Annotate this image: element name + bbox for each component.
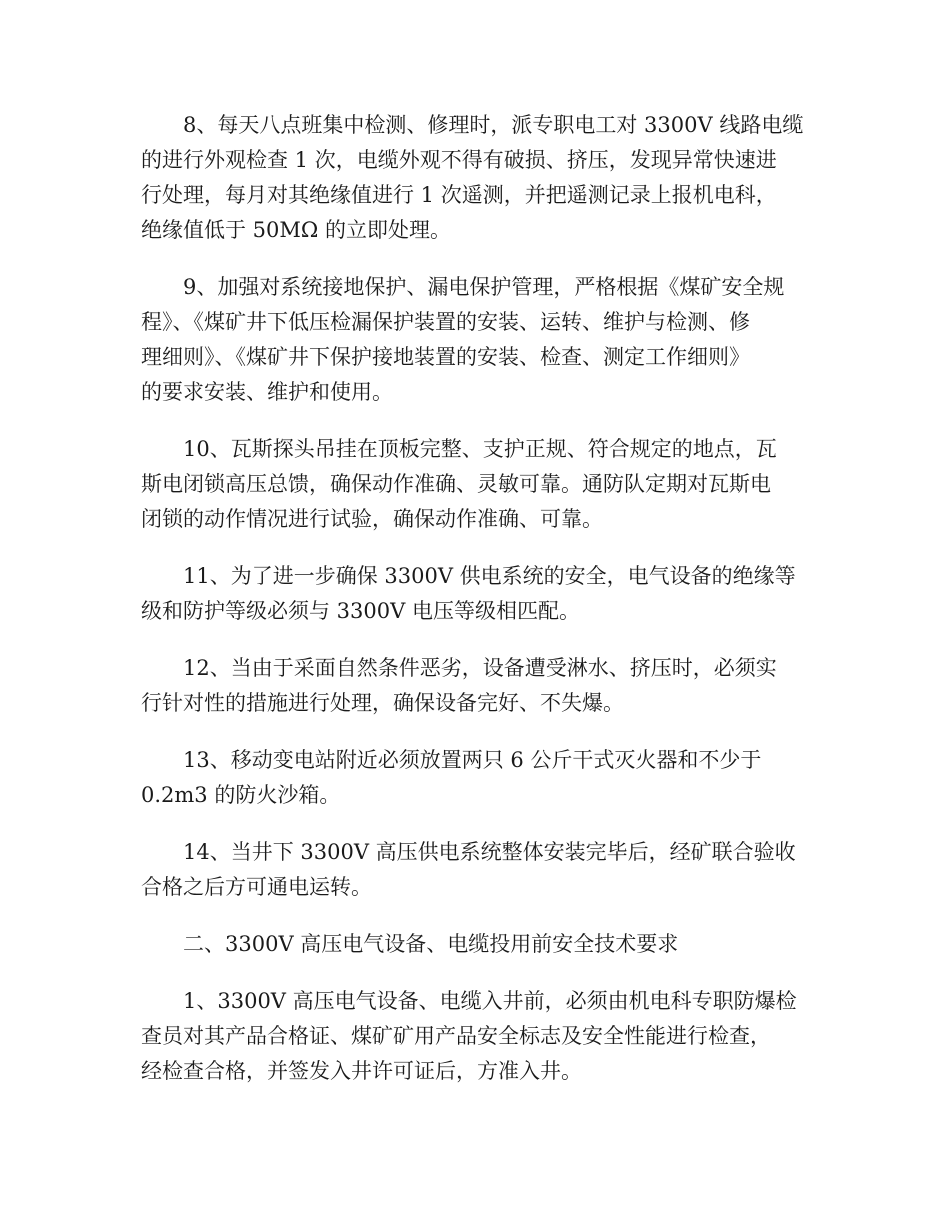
paragraph-item-13 (141, 743, 813, 813)
text-line: 的要求安装、维护和使用。 (141, 380, 393, 404)
paragraph-item-8 (141, 108, 813, 248)
text-line: 经检查合格，并签发入井许可证后，方准入井。 (141, 1059, 582, 1083)
text-line: 0.2m3 的防火沙箱。 (141, 783, 341, 807)
section-heading-2 (141, 927, 813, 962)
text-line: 行针对性的措施进行处理，确保设备完好、不失爆。 (141, 691, 624, 715)
paragraph-item-12 (141, 651, 813, 721)
text-line: 1、3300V 高压电气设备、电缆入井前，必须由机电科专职防爆检 (183, 989, 797, 1013)
paragraph-item-14 (141, 835, 813, 905)
text-line: 12、当由于采面自然条件恶劣，设备遭受淋水、挤压时，必须实 (183, 656, 777, 680)
text-line: 14、当井下 3300V 高压供电系统整体安装完毕后，经矿联合验收 (183, 840, 796, 864)
document-page (141, 108, 813, 1111)
text-line: 11、为了进一步确保 3300V 供电系统的安全，电气设备的绝缘等 (183, 564, 796, 588)
text-line: 查员对其产品合格证、煤矿矿用产品安全标志及安全性能进行检查， (141, 1024, 771, 1048)
text-line: 级和防护等级必须与 3300V 电压等级相匹配。 (141, 599, 580, 623)
text-line: 9、加强对系统接地保护、漏电保护管理，严格根据《煤矿安全规 (183, 275, 785, 299)
paragraph-item-11 (141, 559, 813, 629)
text-line: 的进行外观检查 1 次，电缆外观不得有破损、挤压，发现异常快速进 (141, 148, 777, 172)
text-line: 二、3300V 高压电气设备、电缆投用前安全技术要求 (183, 932, 679, 956)
text-line: 行处理，每月对其绝缘值进行 1 次遥测，并把遥测记录上报机电科， (141, 183, 777, 207)
text-line: 斯电闭锁高压总馈，确保动作准确、灵敏可靠。通防队定期对瓦斯电 (141, 472, 771, 496)
text-line: 13、移动变电站附近必须放置两只 6 公斤干式灭火器和不少于 (183, 748, 762, 772)
paragraph-item-9 (141, 270, 813, 410)
text-line: 理细则》、《煤矿井下保护接地装置的安装、检查、测定工作细则》 (141, 345, 750, 369)
text-line: 合格之后方可通电运转。 (141, 875, 372, 899)
text-line: 8、每天八点班集中检测、修理时，派专职电工对 3300V 线路电缆 (183, 113, 804, 137)
text-line: 程》、《煤矿井下低压检漏保护装置的安装、运转、维护与检测、修 (141, 310, 750, 334)
paragraph-section-2-item-1 (141, 984, 813, 1089)
text-line: 绝缘值低于 50MΩ 的立即处理。 (141, 218, 451, 242)
text-line: 10、瓦斯探头吊挂在顶板完整、支护正规、符合规定的地点，瓦 (183, 437, 777, 461)
paragraph-item-10 (141, 432, 813, 537)
text-line: 闭锁的动作情况进行试验，确保动作准确、可靠。 (141, 507, 603, 531)
